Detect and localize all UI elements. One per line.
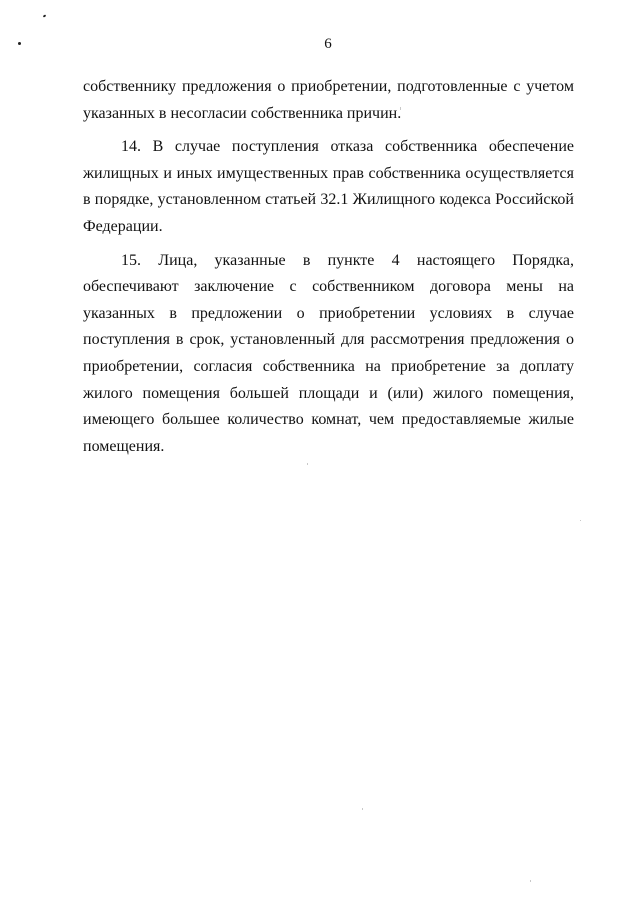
scan-speck <box>530 880 531 882</box>
scan-speck <box>362 808 363 810</box>
page-number: 6 <box>324 36 332 52</box>
scan-artifact-mark <box>43 14 47 17</box>
paragraph-15: 15. Лица, указанные в пункте 4 настоящего Порядка, обеспечивают заключение с собственником договора мены на указанных в предложении о приобретении условиях в случае поступления в срок, установленный для рассмотрения предложения о приобретении, согласия собственника на приобретение за доплату жилого помещения большей площади и (или) жилого помещения, имеющего большее количество комнат, чем предоставляемые жилые помещения. <box>83 251 574 455</box>
scan-speck <box>580 520 581 521</box>
document-body <box>83 74 574 467</box>
paragraph-14: 14. В случае поступления отказа собственника обеспечение жилищных и иных имущественных прав собственника осуществляется в порядке, установленном статьей 32.1 Жилищного кодекса Российской Федерации. <box>83 138 574 235</box>
paragraph-13-continuation: собственнику предложения о приобретении, подготовленные с учетом указанных в несогласии собственника причин. <box>83 78 574 122</box>
